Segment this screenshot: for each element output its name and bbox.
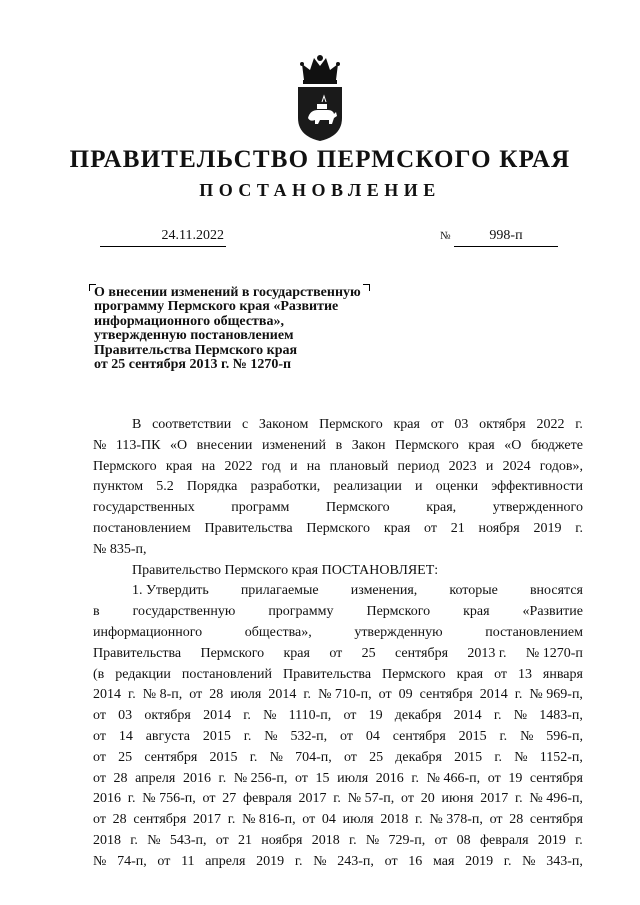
subject-line: программу Пермского края «Развитие	[94, 299, 339, 315]
text-line	[93, 727, 583, 748]
word: сентября	[394, 645, 449, 661]
word: № 1270-п	[525, 645, 583, 661]
word: 729-п,	[388, 832, 426, 848]
word: от	[494, 666, 507, 682]
word: от	[329, 645, 343, 661]
word: № 496-п,	[529, 791, 583, 807]
word: г.	[303, 687, 312, 703]
text-line	[93, 706, 583, 727]
document-type-title: ПОСТАНОВЛЕНИЕ	[199, 180, 441, 200]
word: июля	[342, 812, 374, 828]
word: 113-ПК	[115, 437, 161, 453]
word: в	[93, 604, 100, 620]
word: 532-п,	[290, 728, 328, 744]
word: государственную	[132, 604, 236, 620]
word: период	[397, 458, 440, 474]
word: 2019	[465, 853, 494, 869]
word: 343-п,	[546, 853, 583, 869]
word: Пермского	[325, 500, 390, 516]
word: №	[263, 708, 277, 724]
word: плановый	[329, 458, 389, 474]
word: 596-п,	[546, 728, 583, 744]
word: г.	[130, 832, 138, 848]
subject-corner-right	[363, 284, 370, 291]
word: 25	[118, 749, 133, 765]
text-line	[93, 852, 583, 873]
word: сентября	[144, 749, 198, 765]
word: (в	[93, 666, 105, 682]
word: от	[340, 728, 353, 744]
word: 2018	[93, 832, 121, 848]
word: от	[202, 791, 216, 807]
word: № 835-п,	[93, 541, 147, 557]
word: г.	[575, 832, 583, 848]
decree-subject	[94, 286, 361, 372]
word: от	[215, 832, 229, 848]
word: декабря	[394, 708, 442, 724]
word: 2014	[479, 687, 508, 703]
text-line	[93, 519, 583, 540]
word: г.	[514, 687, 523, 703]
word: края,	[426, 500, 457, 516]
word: в	[335, 437, 343, 453]
word: июля	[230, 687, 262, 703]
word: Пермского	[200, 645, 265, 661]
word: 2023	[448, 458, 477, 474]
word: августа	[145, 728, 190, 744]
word: 704-п,	[295, 749, 332, 765]
word: от	[384, 853, 398, 869]
word: №	[264, 728, 278, 744]
word: г.	[218, 770, 227, 786]
word: 2015	[209, 749, 238, 765]
word: г.	[243, 728, 252, 744]
word: от	[378, 687, 392, 703]
word: г.	[227, 812, 236, 828]
number-sign: №	[440, 230, 451, 242]
word: изменений	[261, 437, 327, 453]
word: вносятся	[529, 583, 583, 599]
word: №	[269, 749, 283, 765]
word: №	[365, 832, 380, 848]
word: внесении	[196, 437, 253, 453]
word: апреля	[205, 853, 246, 869]
word: 28	[113, 770, 128, 786]
word: № 710-п,	[318, 687, 372, 703]
word: от	[401, 791, 414, 807]
word: 2018	[311, 832, 340, 848]
word: г.	[333, 791, 341, 807]
word: №	[513, 708, 528, 724]
word: края	[383, 520, 411, 536]
word: 2018	[380, 812, 409, 828]
word: июля	[337, 770, 369, 786]
word: от	[157, 853, 171, 869]
word: №	[93, 437, 107, 453]
word: г.	[575, 520, 583, 536]
text-line	[93, 665, 583, 686]
word: 21	[237, 832, 252, 848]
word: от	[487, 770, 501, 786]
word: г.	[499, 728, 508, 744]
text-line	[93, 477, 583, 498]
word: от	[93, 728, 106, 744]
word: апреля	[135, 770, 176, 786]
text-line	[93, 748, 583, 769]
word: № 816-п,	[242, 812, 296, 828]
word: г.	[415, 812, 423, 828]
word: на	[306, 458, 321, 474]
word: декабря	[395, 749, 442, 765]
preamble-paragraph	[93, 415, 583, 561]
resolution-text: Правительство Пермского края ПОСТАНОВЛЯЕТ:	[132, 562, 439, 578]
word: 25	[369, 749, 384, 765]
word: 25	[361, 645, 376, 661]
word: №	[520, 728, 534, 744]
coat-of-arms-icon	[290, 52, 350, 142]
word: Пермского	[395, 437, 459, 453]
word: от	[489, 812, 503, 828]
word: края	[165, 458, 193, 474]
word: программу	[268, 604, 334, 620]
word: годов»,	[539, 458, 583, 474]
word: 2017	[480, 791, 509, 807]
word: сентября	[529, 770, 583, 786]
word: 2016	[182, 770, 211, 786]
subject-line: утвержденную постановлением	[94, 328, 294, 344]
word: утвержденного	[492, 500, 583, 516]
word: «О	[504, 437, 522, 453]
word: № 378-п,	[429, 812, 483, 828]
word: от	[343, 749, 357, 765]
word: края	[456, 666, 484, 682]
word: от	[430, 417, 444, 432]
word: г.	[494, 749, 503, 765]
word: г.	[575, 417, 583, 432]
word: Пермского	[382, 666, 446, 682]
text-line	[93, 602, 583, 623]
word: В	[132, 417, 142, 432]
word: 1110-п,	[288, 708, 332, 724]
word: февраля	[243, 791, 292, 807]
word: сентября	[529, 812, 583, 828]
word: разработки,	[250, 479, 321, 495]
word: края	[468, 437, 495, 453]
word: «Развитие	[522, 604, 583, 620]
word: 16	[408, 853, 423, 869]
word: постановлений	[181, 666, 272, 682]
word: № 8-п,	[142, 687, 183, 703]
word: г.	[514, 791, 523, 807]
text-line	[93, 810, 583, 831]
word: информационного	[93, 624, 203, 640]
word: 2014	[268, 687, 297, 703]
word: 19	[508, 770, 523, 786]
text-line	[93, 789, 583, 810]
word: № 969-п,	[529, 687, 583, 703]
word: 14	[118, 728, 133, 744]
word: Пермского	[306, 520, 371, 536]
word: от	[93, 749, 106, 765]
word: Пермского	[93, 458, 157, 474]
word: 04	[365, 728, 380, 744]
text-line	[93, 581, 583, 602]
word: 11	[181, 853, 195, 869]
word: № 756-п,	[142, 791, 196, 807]
word: Законом	[258, 417, 309, 432]
word: 2019	[533, 520, 562, 536]
text-line	[93, 415, 583, 436]
word: год	[261, 458, 281, 474]
subject-line: информационного общества»,	[94, 313, 284, 329]
text-line	[93, 457, 583, 478]
item-1-paragraph	[93, 581, 583, 872]
word: от	[294, 770, 308, 786]
word: 543-п,	[169, 832, 207, 848]
text-line	[93, 623, 583, 644]
word: государственных	[93, 500, 195, 516]
decree-date: 24.11.2022	[100, 228, 226, 247]
word: от	[424, 520, 437, 536]
word: 09	[398, 687, 413, 703]
word: постановлением	[485, 624, 583, 640]
text-line	[93, 644, 583, 665]
word: 2015	[202, 728, 231, 744]
resolution-paragraph	[93, 561, 583, 582]
word: от	[93, 708, 106, 724]
word: г.	[249, 749, 258, 765]
word: 1. Утвердить	[132, 583, 209, 599]
text-line	[93, 540, 583, 561]
word: 2014	[203, 708, 232, 724]
government-title: ПРАВИТЕЛЬСТВО ПЕРМСКОГО КРАЯ	[69, 146, 571, 173]
word: 2013 г.	[467, 645, 507, 661]
word: на	[201, 458, 216, 474]
word: 5.2	[156, 479, 174, 495]
word: №	[514, 749, 528, 765]
word: 2014	[93, 687, 121, 703]
text-line	[93, 769, 583, 790]
word: г.	[348, 832, 357, 848]
word: «О	[170, 437, 188, 453]
word: 28	[112, 812, 127, 828]
word: октября	[479, 417, 526, 432]
decree-number: 998-п	[454, 228, 558, 247]
word: Правительства	[282, 666, 372, 682]
word: 2019	[256, 853, 285, 869]
word: от	[93, 812, 106, 828]
word: октября	[144, 708, 191, 724]
word: 2022	[224, 458, 253, 474]
word: г.	[127, 791, 136, 807]
word: г.	[503, 853, 512, 869]
word: сентября	[133, 812, 187, 828]
word: 28	[509, 812, 524, 828]
text-line	[93, 831, 583, 852]
word: 2014	[453, 708, 482, 724]
word: 2015	[454, 749, 483, 765]
word: 2016	[375, 770, 404, 786]
word: от	[434, 832, 448, 848]
word: Пермского	[366, 604, 431, 620]
word: 243-п,	[337, 853, 374, 869]
word: от	[343, 708, 357, 724]
word: Порядка	[186, 479, 238, 495]
word: №	[522, 853, 536, 869]
word: Правительства	[204, 520, 293, 536]
word: которые	[449, 583, 498, 599]
word: пунктом	[93, 479, 144, 495]
word: № 466-п,	[426, 770, 481, 786]
word: ноября	[478, 520, 520, 536]
word: №	[93, 853, 107, 869]
word: 2017	[193, 812, 222, 828]
word: края	[283, 645, 310, 661]
word: №	[313, 853, 327, 869]
word: утвержденную	[354, 624, 443, 640]
word: г.	[243, 708, 251, 724]
word: бюджете	[530, 437, 583, 453]
word: г.	[294, 853, 303, 869]
word: 03	[454, 417, 469, 432]
word: Пермского	[319, 417, 383, 432]
word: общества»,	[244, 624, 312, 640]
word: 2016	[93, 791, 121, 807]
word: 13	[517, 666, 532, 682]
word: 04	[321, 812, 336, 828]
word: 28	[209, 687, 224, 703]
word: сентября	[419, 687, 473, 703]
word: и	[414, 479, 423, 495]
word: края	[463, 604, 490, 620]
word: от	[93, 770, 106, 786]
text-line	[93, 436, 583, 457]
word: 74-п,	[117, 853, 147, 869]
word: прилагаемые	[240, 583, 319, 599]
word: № 256-п,	[233, 770, 288, 786]
word: 27	[222, 791, 237, 807]
word: 1483-п,	[539, 708, 583, 724]
word: от	[302, 812, 316, 828]
word: соответствии	[152, 417, 232, 432]
word: постановлением	[93, 520, 191, 536]
subject-line: от 25 сентября 2013 г. № 1270-п	[94, 357, 292, 373]
word: с	[241, 417, 249, 432]
word: 21	[450, 520, 465, 536]
word: и	[290, 458, 298, 474]
decree-body	[93, 415, 583, 873]
text-line	[93, 685, 583, 706]
word: января	[542, 666, 583, 682]
word: №	[147, 832, 161, 848]
subject-line: Правительства Пермского края	[94, 342, 298, 358]
word: 03	[118, 708, 133, 724]
word: № 57-п,	[347, 791, 395, 807]
text-line	[93, 498, 583, 519]
word: редакции	[115, 666, 171, 682]
word: 2017	[298, 791, 327, 807]
subject-line: О внесении изменений в государственную	[94, 285, 361, 300]
word: 2015	[458, 728, 487, 744]
word: ноября	[261, 832, 303, 848]
word: изменения,	[350, 583, 418, 599]
word: оценки	[435, 479, 479, 495]
word: 1152-п,	[539, 749, 583, 765]
word: 2022	[536, 417, 565, 432]
word: 19	[368, 708, 383, 724]
word: г.	[128, 687, 136, 703]
word: 2019	[537, 832, 566, 848]
word: 15	[315, 770, 330, 786]
word: и	[485, 458, 494, 474]
word: мая	[432, 853, 455, 869]
word: сентября	[392, 728, 446, 744]
word: 2024	[502, 458, 531, 474]
word: Закон	[351, 437, 386, 453]
word: от	[189, 687, 203, 703]
word: г.	[493, 708, 502, 724]
word: г.	[411, 770, 420, 786]
word: края	[393, 417, 420, 432]
word: июня	[441, 791, 474, 807]
word: эффективности	[491, 479, 583, 495]
word: 08	[456, 832, 471, 848]
word: программ	[231, 500, 290, 516]
word: Правительства	[93, 645, 182, 661]
word: февраля	[479, 832, 529, 848]
word: 20	[420, 791, 435, 807]
word: реализации	[333, 479, 402, 495]
